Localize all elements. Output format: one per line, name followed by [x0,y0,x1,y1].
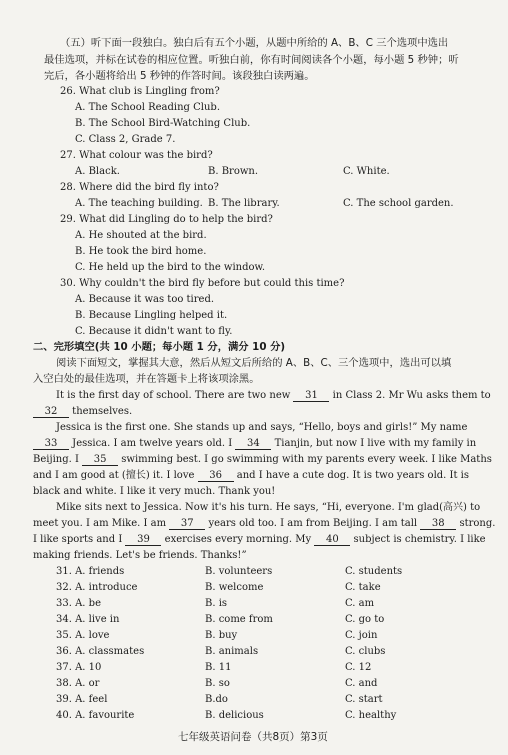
answer-option: B. The library. [208,198,280,209]
question-stem: 30. Why couldn't the bird fly before but could this time? [60,278,345,289]
choice-option: C. am [345,598,375,609]
answer-blank: 31 [293,390,329,402]
choice-option: B. volunteers [205,566,273,577]
section2-heading: 二、完形填空(共 10 小题；每小题 1 分，满分 10 分) [33,341,286,353]
answer-blank: 36 [198,470,234,482]
choice-option: B. 11 [205,662,232,673]
choice-option: 35. A. love [56,630,110,641]
choice-option: 37. A. 10 [56,662,102,673]
passage-text: years old too. I am from Beijing. I am tall [205,518,421,529]
passage-text: making friends. Let's be friends. Thanks!” [33,550,247,561]
answer-option: C. White. [343,166,390,177]
answer-option: C. Class 2, Grade 7. [75,134,176,145]
answer-blank: 35 [82,454,118,466]
passage-line [33,452,492,467]
answer-blank: 38 [420,518,456,530]
passage-text: Jessica. I am twelve years old. I [69,438,236,449]
choice-option: B. buy [205,630,238,641]
choice-option: 40. A. favourite [56,710,135,721]
answer-option: A. Because it was too tired. [75,294,215,305]
passage-line [33,548,247,563]
passage-line [56,388,491,403]
section2-instruction-line: 阅读下面短文，掌握其大意，然后从短文后所给的 A、B、C、三个选项中，选出可以填 [56,357,452,369]
answer-blank: 37 [169,518,205,530]
answer-option: A. The teaching building. [75,198,203,209]
passage-text: themselves. [69,406,133,417]
question-stem: 27. What colour was the bird? [60,150,213,161]
choice-option: B. welcome [205,582,264,593]
choice-option: B. so [205,678,230,689]
answer-blank: 40 [314,534,350,546]
passage-text: and I have a cute dog. It is two years old. It is [233,470,470,481]
passage-line [33,436,476,451]
choice-option: B. come from [205,614,273,625]
question-stem: 29. What did Lingling do to help the bird? [60,214,273,225]
passage-text: Jessica is the first one. She stands up and says, “Hello, boys and girls!” My name [56,422,468,433]
passage-line [33,532,486,547]
passage-text: in Class 2. Mr Wu asks them to [329,390,491,401]
choice-option: 38. A. or [56,678,100,689]
choice-option: 36. A. classmates [56,646,145,657]
answer-blank: 32 [33,406,69,418]
passage-line [56,500,480,515]
passage-line [33,516,495,531]
answer-option: C. The school garden. [343,198,454,209]
passage-text: Tianjin, but now I live with my family in [271,438,477,449]
answer-option: A. The School Reading Club. [75,102,220,113]
passage-text: Beijing. I [33,454,83,465]
answer-blank: 34 [235,438,271,450]
choice-option: 31. A. friends [56,566,125,577]
choice-option: B. is [205,598,228,609]
section5-instruction-line: （五）听下面一段独白。独白后有五个小题，从题中所给的 A、B、C 三个选项中选出 [60,37,449,49]
answer-option: A. He shouted at the bird. [75,230,207,241]
section5-instruction-line: 最佳选项，并标在试卷的相应位置。听独白前，你有时间阅读各个小题，每小题 5 秒钟；听 [44,54,459,66]
section5-instruction-line: 完后，各小题将给出 5 秒钟的作答时间。该段独白读两遍。 [44,70,315,82]
answer-blank: 33 [33,438,69,450]
answer-blank: 39 [125,534,161,546]
passage-text: Mike sits next to Jessica. Now it's his turn. He says, “Hi, everyone. I'm glad(高兴) to [56,502,481,513]
passage-text: black and white. I like it very much. Thank you! [33,486,276,497]
passage-text: strong. [456,518,496,529]
choice-option: C. 12 [345,662,372,673]
passage-line [33,404,132,419]
question-stem: 26. What club is Lingling from? [60,86,220,97]
passage-text: meet you. I am Mike. I am [33,518,170,529]
passage-text: exercises every morning. My [161,534,315,545]
passage-text: swimming best. I go swimming with my parents every week. I like Maths [118,454,492,465]
passage-line [33,484,275,499]
answer-option: B. He took the bird home. [75,246,207,257]
section2-instruction-line: 入空白处的最佳选项，并在答题卡上将该项涂黑。 [33,373,260,385]
question-stem: 28. Where did the bird fly into? [60,182,219,193]
answer-option: C. He held up the bird to the window. [75,262,266,273]
choice-option: 32. A. introduce [56,582,138,593]
choice-option: C. take [345,582,381,593]
choice-option: 34. A. live in [56,614,120,625]
passage-text: I like sports and I [33,534,126,545]
answer-option: A. Black. [75,166,120,177]
choice-option: C. healthy [345,710,397,721]
passage-line [56,420,467,435]
choice-option: C. and [345,678,378,689]
choice-option: 33. A. be [56,598,101,609]
choice-option: C. join [345,630,378,641]
passage-text: It is the first day of school. There are two new [56,390,294,401]
answer-option: C. Because it didn't want to fly. [75,326,233,337]
passage-text: and I am good at (擅长) it. I love [33,470,198,481]
answer-option: B. Because Lingling helped it. [75,310,228,321]
choice-option: C. clubs [345,646,386,657]
page-footer: 七年级英语问卷（共8页）第3页 [178,731,328,743]
choice-option: C. students [345,566,403,577]
choice-option: B.do [205,694,228,705]
choice-option: 39. A. feel [56,694,108,705]
choice-option: C. go to [345,614,385,625]
answer-option: B. The School Bird-Watching Club. [75,118,251,129]
passage-line [33,468,469,483]
answer-option: B. Brown. [208,166,259,177]
choice-option: B. animals [205,646,259,657]
choice-option: B. delicious [205,710,264,721]
passage-text: subject is chemistry. I like [350,534,486,545]
choice-option: C. start [345,694,383,705]
